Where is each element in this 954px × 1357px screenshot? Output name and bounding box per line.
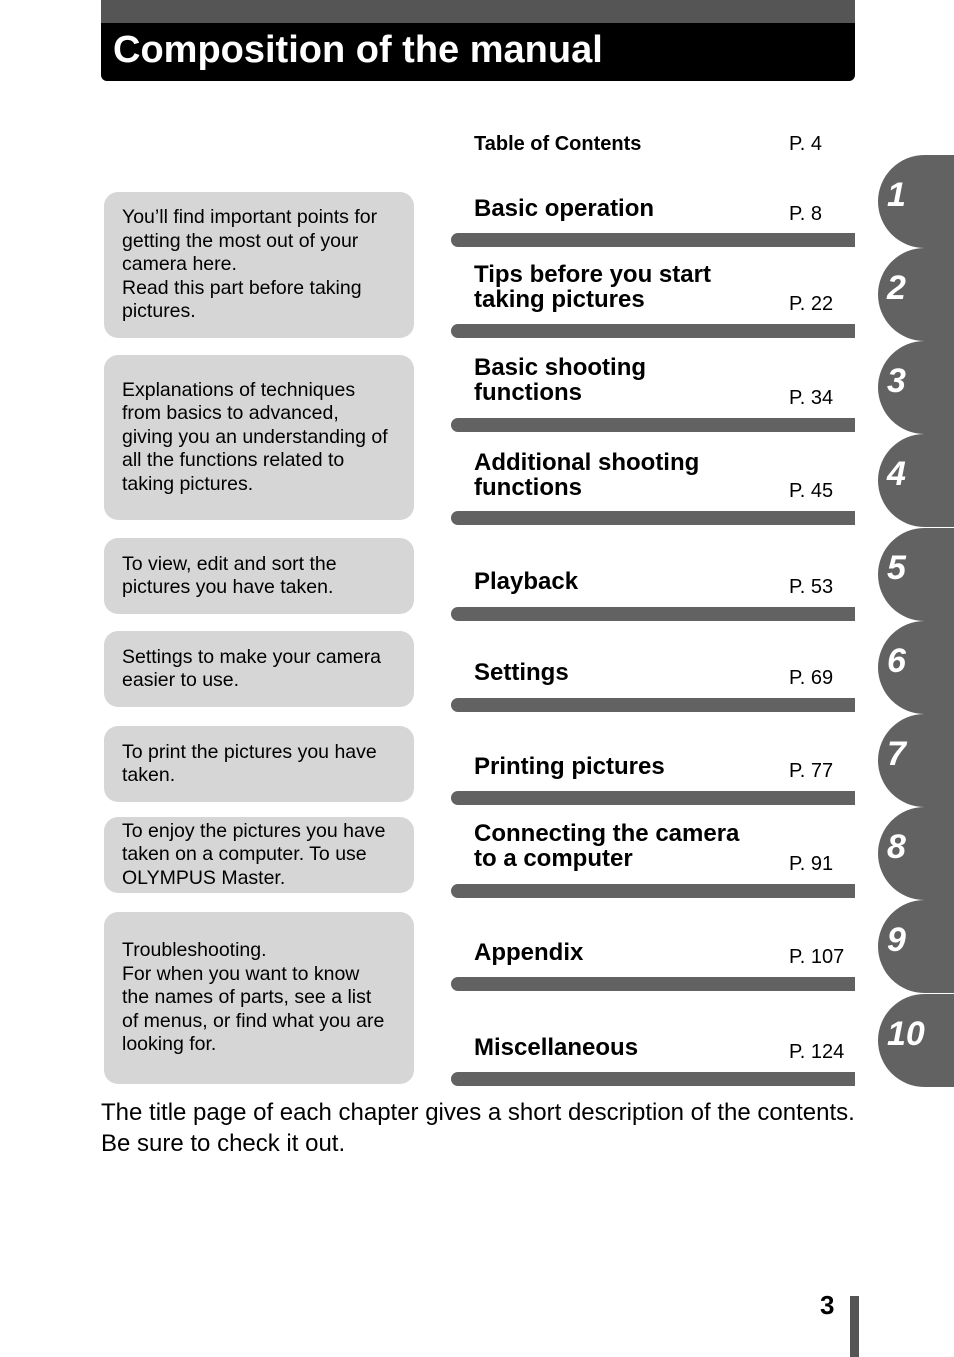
chapter-divider-bar [451, 698, 855, 712]
chapter-title-additional-shooting[interactable]: Additional shooting functions [474, 449, 700, 501]
chapter-title-playback[interactable]: Playback [474, 568, 579, 595]
description-text: To view, edit and sort the pictures you have taken. [122, 552, 337, 598]
chapter-tab-6[interactable] [878, 621, 954, 714]
description-text: To enjoy the pictures you have taken on a computer. To use OLYMPUS Master. [122, 819, 386, 889]
footer-note: The title page of each chapter gives a short description of the contents. Be sure to check it out. [101, 1099, 855, 1157]
toc-page: P. 4 [789, 133, 822, 155]
chapter-page: P. 69 [789, 667, 834, 689]
description-box-5 [104, 726, 414, 802]
chapter-tab-8[interactable] [878, 807, 954, 900]
description-box-6 [104, 817, 414, 893]
tab-number: 6 [887, 642, 906, 680]
chapter-page: P. 45 [789, 480, 834, 502]
chapter-divider-bar [451, 791, 855, 805]
chapter-tab-9[interactable] [878, 900, 954, 993]
tab-number: 7 [887, 735, 906, 773]
chapter-divider-bar [451, 233, 855, 247]
chapter-divider-bar [451, 511, 855, 525]
chapter-title-connecting[interactable]: Connecting the camera to a computer [474, 820, 740, 872]
chapter-divider-bar [451, 418, 855, 432]
tab-number: 8 [887, 828, 906, 866]
page-title: Composition of the manual [113, 29, 603, 71]
description-box-1 [104, 192, 414, 338]
tab-number: 9 [887, 921, 906, 959]
page-number: 3 [820, 1290, 835, 1320]
description-text: Troubleshooting. For when you want to know the names of parts, see a list of menus, or find what you are looking for. [122, 939, 385, 1056]
tab-number: 4 [887, 455, 906, 493]
tab-number: 10 [887, 1015, 925, 1053]
chapter-tab-4[interactable] [878, 434, 954, 527]
chapter-title-tips[interactable]: Tips before you start taking pictures [474, 261, 711, 313]
chapter-title-appendix[interactable]: Appendix [474, 939, 584, 966]
description-text: To print the pictures you have taken. [122, 740, 377, 786]
chapter-page: P. 8 [789, 203, 822, 225]
chapter-page: P. 124 [789, 1041, 845, 1063]
chapter-page: P. 34 [789, 387, 834, 409]
description-box-2 [104, 355, 414, 520]
page-marker-bar [850, 1296, 859, 1357]
toc-label[interactable]: Table of Contents [474, 133, 642, 155]
chapter-title-printing[interactable]: Printing pictures [474, 753, 665, 780]
chapter-tab-2[interactable] [878, 248, 954, 341]
header-band [101, 0, 855, 23]
chapter-page: P. 22 [789, 293, 834, 315]
chapter-title-basic-shooting[interactable]: Basic shooting functions [474, 354, 647, 406]
description-text: Settings to make your camera easier to use. [122, 645, 382, 691]
chapter-tab-10[interactable] [878, 994, 954, 1087]
chapter-tab-5[interactable] [878, 528, 954, 621]
chapter-tab-1[interactable] [878, 155, 954, 248]
chapter-tab-7[interactable] [878, 714, 954, 807]
tab-number: 5 [887, 549, 906, 587]
chapter-title-basic-operation[interactable]: Basic operation [474, 195, 655, 222]
description-box-4 [104, 631, 414, 707]
chapter-divider-bar [451, 324, 855, 338]
chapter-page: P. 107 [789, 946, 845, 968]
chapter-tab-3[interactable] [878, 341, 954, 434]
description-text: Explanations of techniques from basics to advanced, giving you an understanding of all the functions related to taking pictures. [122, 378, 388, 495]
description-box-3 [104, 538, 414, 614]
chapter-page: P. 77 [789, 760, 834, 782]
chapter-title-settings[interactable]: Settings [474, 659, 569, 686]
chapter-divider-bar [451, 1072, 855, 1086]
tab-number: 3 [887, 362, 906, 400]
chapter-title-miscellaneous[interactable]: Miscellaneous [474, 1034, 639, 1061]
chapter-page: P. 53 [789, 576, 834, 598]
tab-number: 2 [887, 269, 906, 307]
tab-number: 1 [887, 176, 906, 214]
description-text: You’ll find important points for getting the most out of your camera here. Read this part before taking pictures. [122, 206, 378, 323]
page-header [101, 0, 855, 81]
chapter-divider-bar [451, 884, 855, 898]
chapter-page: P. 91 [789, 853, 834, 875]
chapter-divider-bar [451, 607, 855, 621]
chapter-divider-bar [451, 977, 855, 991]
description-box-7 [104, 912, 414, 1084]
